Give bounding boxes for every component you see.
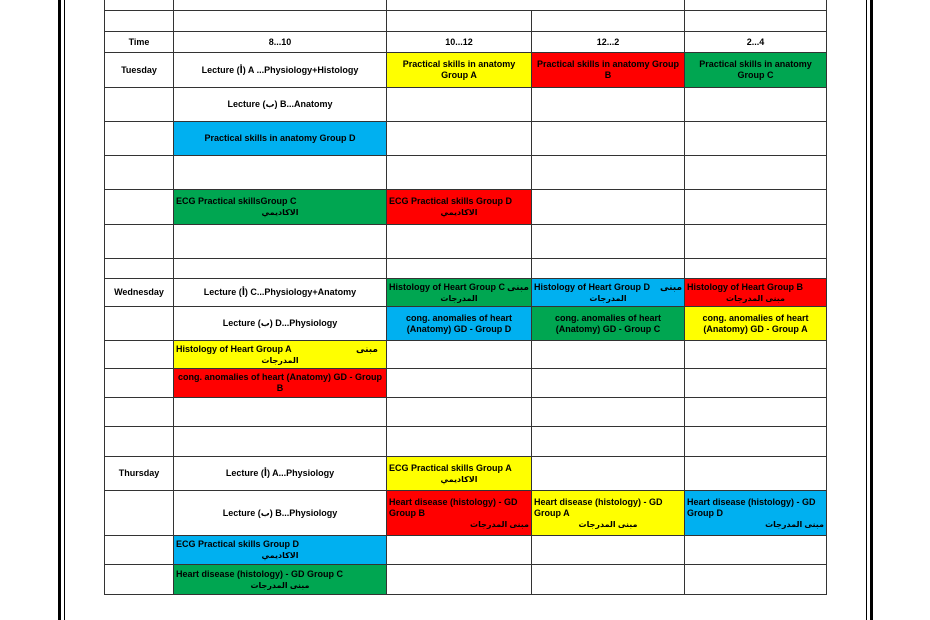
ecg-group-a: ECG Practical skills Group A الاكاديمي <box>387 457 532 491</box>
heart-disease-group-b: Heart disease (histology) - GD Group B مبنى المدرجات <box>387 491 532 536</box>
table-row <box>105 122 827 156</box>
table-row <box>105 341 827 369</box>
table-row <box>105 53 827 88</box>
lecture-cell: Lecture (ب) B...Anatomy <box>174 88 387 122</box>
lecture-cell: Lecture (أ) A ...Physiology+Histology <box>174 53 387 88</box>
table-row <box>105 11 827 32</box>
table-row <box>105 156 827 190</box>
cong-anomalies-group-c: cong. anomalies of heart (Anatomy) GD - Group C <box>532 307 685 341</box>
lecture-cell: Lecture (ب) D...Physiology <box>174 307 387 341</box>
day-wednesday: Wednesday <box>105 279 174 307</box>
ecg-group-d: ECG Practical skills Group D الاكاديمي <box>387 190 532 225</box>
lecture-cell: Lecture (أ) C...Physiology+Anatomy <box>174 279 387 307</box>
table-row <box>105 491 827 536</box>
table-row <box>105 279 827 307</box>
page-border-left-inner <box>64 0 65 620</box>
schedule-table <box>104 0 827 595</box>
column-header-row <box>105 32 827 53</box>
table-row <box>105 88 827 122</box>
practical-group-a: Practical skills in anatomy Group A <box>387 53 532 88</box>
table-row <box>105 225 827 259</box>
slot-header-4: 2...4 <box>685 32 827 53</box>
page-border-left <box>58 0 61 620</box>
page-border-right <box>870 0 873 620</box>
page-border-right-inner <box>866 0 867 620</box>
heart-disease-group-c: Heart disease (histology) - GD Group C مبنى المدرجات <box>174 565 387 595</box>
cong-anomalies-group-d: cong. anomalies of heart (Anatomy) GD - Group D <box>387 307 532 341</box>
table-row <box>105 307 827 341</box>
slot-header-1: 8...10 <box>174 32 387 53</box>
ecg-group-c: ECG Practical skillsGroup C الاكاديمي <box>174 190 387 225</box>
cong-anomalies-group-a: cong. anomalies of heart (Anatomy) GD - Group A <box>685 307 827 341</box>
histology-group-b: Histology of Heart Group B مبنى المدرجات <box>685 279 827 307</box>
histology-group-c: Histology of Heart Group C مبنى المدرجات <box>387 279 532 307</box>
table-row <box>105 190 827 225</box>
heart-disease-group-a: Heart disease (histology) - GD Group A مبنى المدرجات <box>532 491 685 536</box>
heart-disease-group-d: Heart disease (histology) - GD Group D مبنى المدرجات <box>685 491 827 536</box>
table-row <box>105 369 827 398</box>
table-row <box>105 0 827 11</box>
table-row <box>105 259 827 279</box>
cong-anomalies-group-b: cong. anomalies of heart (Anatomy) GD - Group B <box>174 369 387 398</box>
lecture-cell: Lecture (أ) A...Physiology <box>174 457 387 491</box>
date-label <box>685 0 827 11</box>
practical-group-c: Practical skills in anatomy Group C <box>685 53 827 88</box>
slot-header-3: 12...2 <box>532 32 685 53</box>
table-row <box>105 398 827 427</box>
table-row <box>105 536 827 565</box>
table-row <box>105 565 827 595</box>
histology-group-d: Histology of Heart Group D مبنى المدرجات <box>532 279 685 307</box>
day-thursday: Thursday <box>105 457 174 491</box>
week-label <box>387 0 685 11</box>
lecture-cell: Lecture (ب) B...Physiology <box>174 491 387 536</box>
practical-group-d: Practical skills in anatomy Group D <box>174 122 387 156</box>
ecg-group-d: ECG Practical skills Group D الاكاديمي <box>174 536 387 565</box>
day-tuesday: Tuesday <box>105 53 174 88</box>
practical-group-b: Practical skills in anatomy Group B <box>532 53 685 88</box>
slot-header-2: 10...12 <box>387 32 532 53</box>
histology-group-a: Histology of Heart Group A مبنى المدرجات <box>174 341 387 369</box>
time-header: Time <box>105 32 174 53</box>
table-row <box>105 457 827 491</box>
table-row <box>105 427 827 457</box>
